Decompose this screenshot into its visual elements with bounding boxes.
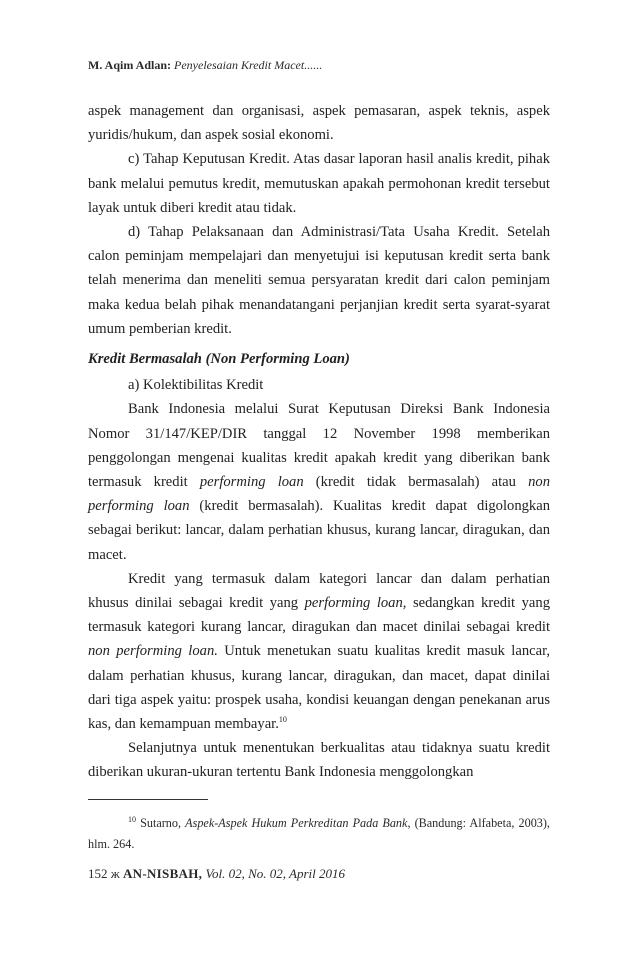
footnote-ref-10[interactable]: 10 xyxy=(278,715,287,725)
section-heading: Kredit Bermasalah (Non Performing Loan) xyxy=(88,351,350,368)
header-title: Penyelesaian Kredit Macet...... xyxy=(174,58,323,72)
p5-term-performing: performing loan xyxy=(304,595,403,612)
p4-text-e: (kredit bermasalah). Kualitas kredit dapat digolongkan sebagai berikut: lancar, dalam perhatian khusus, kurang lancar, diragukan, dan macet. xyxy=(88,498,550,563)
paragraph-3: d) Tahap Pelaksanaan dan Administrasi/Tata Usaha Kredit. Setelah calon peminjam mempelajari dan menyetujui isi keputusan kredit serta bank telah menerima dan meneliti semua persyaratan kredit dari calon peminjam maka kedua belah pihak menandatangani perjanjian kredit serta syarat-syarat umum pemberian kredit. xyxy=(88,224,550,337)
p4-text-c: (kredit tidak bermasalah) atau xyxy=(303,474,529,491)
p4-text-a: Bank Indonesia melalui Surat Keputusan Direksi Bank Indonesia Nomor 31/147/KEP/DIR tanggal 12 November 1998 memberikan penggolongan mengenai kualitas kredit apakah kredit yang diberikan bank termasuk kredit xyxy=(88,401,550,491)
footnote-divider xyxy=(88,799,208,800)
paragraph-6: Selanjutnya untuk menentukan berkualitas atau tidaknya suatu kredit diberikan ukuran-ukuran tertentu Bank Indonesia menggolongkan xyxy=(88,740,550,781)
page-footer xyxy=(88,866,345,882)
page-number: 152 xyxy=(88,866,108,881)
paragraph-1: aspek management dan organisasi, aspek pemasaran, aspek teknis, aspek yuridis/hukum, dan aspek sosial ekonomi. xyxy=(88,103,550,144)
main-body xyxy=(88,99,550,785)
footnote-rest: , (Bandung: Alfabeta, 2003), hlm. 264. xyxy=(88,816,550,851)
footnote-number: 10 xyxy=(128,814,136,824)
footnote-10 xyxy=(88,813,550,855)
footnote-title: Aspek-Aspek Hukum Perkreditan Pada Bank xyxy=(185,816,408,830)
journal-volume: Vol. 02, No. 02, April 2016 xyxy=(205,866,345,881)
subsection-heading: a) Kolektibilitas Kredit xyxy=(128,377,264,394)
paragraph-2: c) Tahap Keputusan Kredit. Atas dasar laporan hasil analis kredit, pihak bank melalui pemutus kredit, memutuskan apakah permohonan kredit tersebut layak untuk diberi kredit atau tidak. xyxy=(88,151,550,216)
p5-text-e: Untuk menetukan suatu kualitas kredit masuk lancar, dalam perhatian khusus, kurang lancar, diragukan, dan macet, dapat dinilai dari tiga aspek yaitu: prospek usaha, kondisi keuangan dengan penekanan arus kas, dan kemampuan membayar. xyxy=(88,643,550,733)
footnote-line xyxy=(88,813,550,855)
paragraph-5 xyxy=(88,567,550,736)
header-author: M. Aqim Adlan: xyxy=(88,58,172,72)
paragraph-4 xyxy=(88,397,550,566)
p5-term-nonperforming: non performing loan. xyxy=(88,643,218,660)
p4-term-nonperforming: non performing loan xyxy=(88,474,551,515)
journal-name: AN-NISBAH, xyxy=(122,866,203,881)
running-header xyxy=(88,58,322,73)
p4-term-performing: performing loan xyxy=(199,474,304,491)
p5-text-a: Kredit yang termasuk dalam kategori lancar dan dalam perhatian khusus dinilai sebagai kredit yang xyxy=(88,570,550,612)
p5-text-c: , sedangkan kredit yang termasuk kategori kurang lancar, diragukan dan macet dinilai sebagai kredit xyxy=(88,595,550,636)
footnote-author: Sutarno, xyxy=(136,816,186,830)
footer-separator: ж xyxy=(110,866,120,881)
